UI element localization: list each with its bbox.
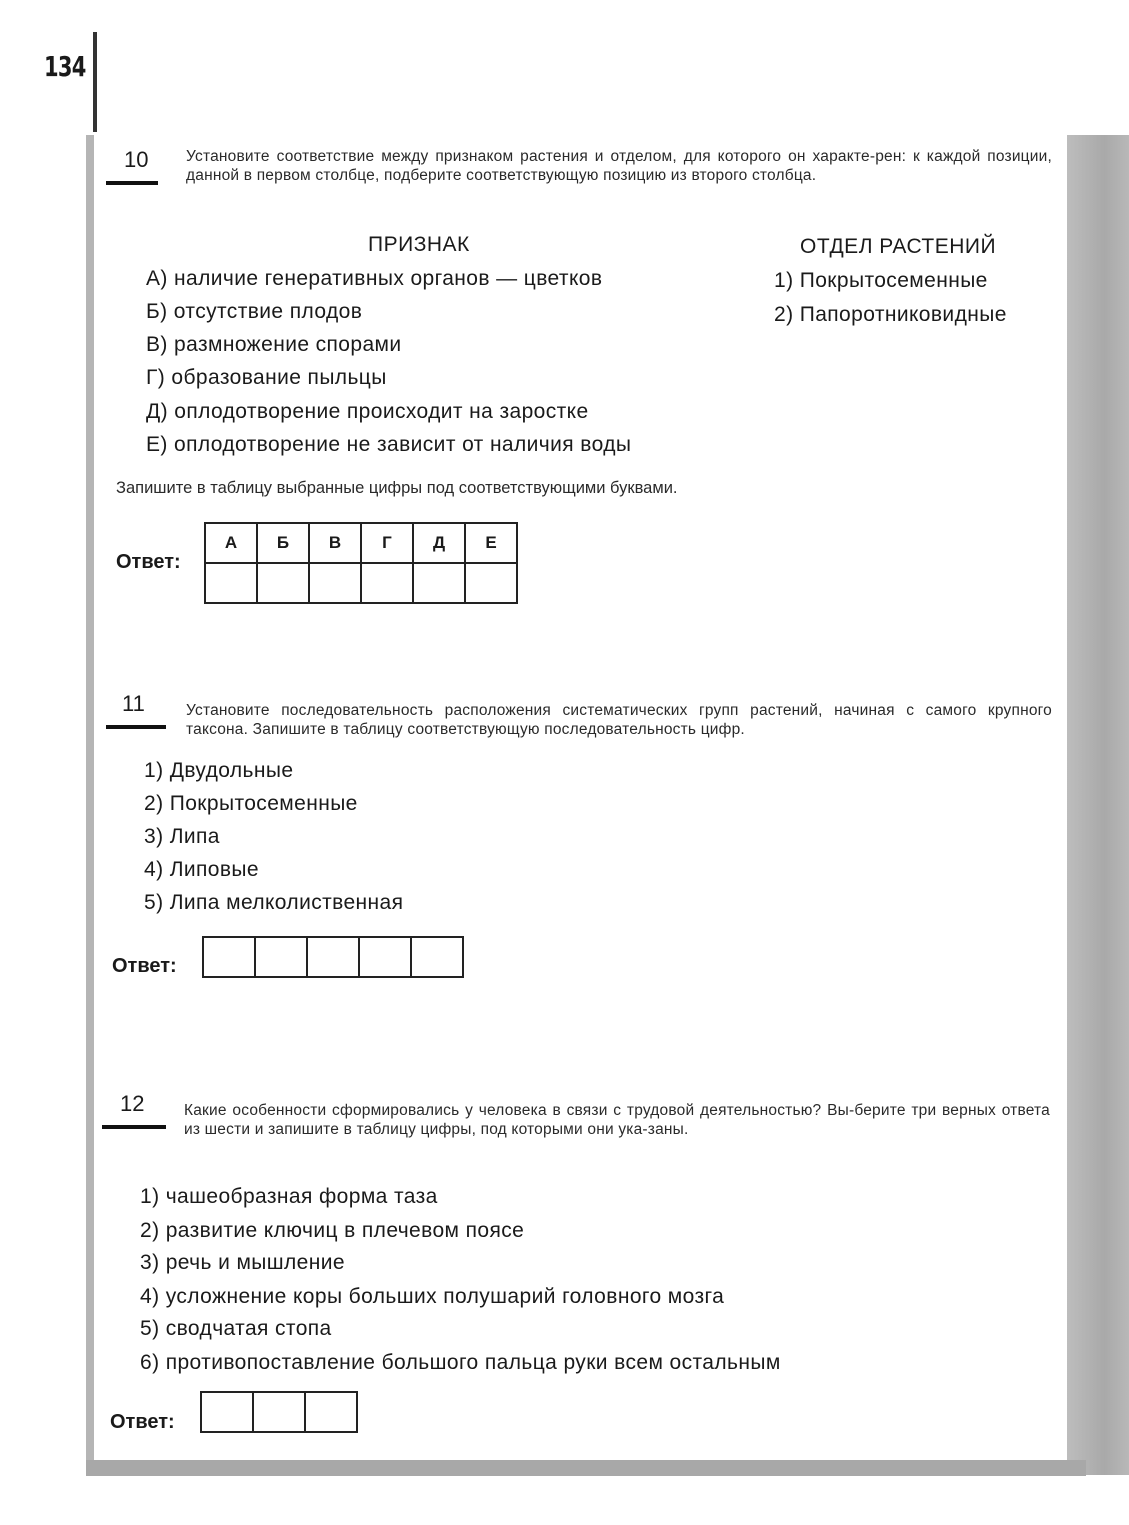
task-number-underline	[106, 181, 158, 185]
task-number: 10	[124, 147, 149, 172]
answer-cell[interactable]	[307, 937, 359, 977]
page-margin-rule	[93, 32, 97, 132]
answer-cell[interactable]	[257, 563, 309, 603]
instruction-text: Запишите в таблицу выбранные цифры под соответствующими буквами.	[116, 479, 678, 497]
task-number-underline	[106, 725, 166, 729]
task-number: 11	[122, 691, 145, 716]
answer-cell[interactable]	[361, 563, 413, 603]
page-number: 134	[44, 50, 86, 83]
answer-header-cell: Е	[465, 523, 517, 563]
feature-item: Е) оплодотворение не зависит от наличия воды	[146, 433, 632, 456]
list-item: 4) усложнение коры больших полушарий головного мозга	[140, 1285, 725, 1308]
list-item: 5) Липа мелколиственная	[144, 891, 404, 914]
page-content	[94, 135, 1067, 1460]
answer-cell[interactable]	[305, 1392, 357, 1432]
task-number-underline	[102, 1125, 166, 1129]
answer-cell[interactable]	[201, 1392, 253, 1432]
list-item: 4) Липовые	[144, 858, 259, 881]
task-number: 12	[120, 1091, 145, 1116]
column-header-divisions: ОТДЕЛ РАСТЕНИЙ	[800, 235, 997, 258]
list-item: 2) развитие ключиц в плечевом поясе	[140, 1219, 525, 1242]
list-item: 1) чашеобразная форма таза	[140, 1185, 438, 1208]
feature-item: Б) отсутствие плодов	[146, 300, 363, 323]
list-item: 3) Липа	[144, 825, 220, 848]
answer-cell[interactable]	[465, 563, 517, 603]
answer-label: Ответ:	[112, 955, 177, 977]
feature-item: Д) оплодотворение происходит на заростке	[146, 400, 589, 423]
answer-table	[200, 1391, 358, 1433]
feature-item: В) размножение спорами	[146, 333, 402, 356]
feature-item: Г) образование пыльцы	[146, 366, 387, 389]
page-shadow-right	[1067, 135, 1129, 1475]
column-header-features: ПРИЗНАК	[368, 233, 470, 256]
list-item: 6) противопоставление большого пальца руки всем остальным	[140, 1351, 781, 1374]
list-item: 1) Двудольные	[144, 759, 294, 782]
answer-cell[interactable]	[359, 937, 411, 977]
answer-cell[interactable]	[203, 937, 255, 977]
division-item: 1) Покрытосеменные	[774, 269, 988, 292]
list-item: 2) Покрытосеменные	[144, 792, 358, 815]
list-item: 5) сводчатая стопа	[140, 1317, 332, 1340]
answer-cell[interactable]	[253, 1392, 305, 1432]
division-item: 2) Папоротниковидные	[774, 303, 1007, 326]
answer-table	[202, 936, 464, 978]
answer-cell[interactable]	[411, 937, 463, 977]
answer-header-cell: Б	[257, 523, 309, 563]
answer-cell[interactable]	[309, 563, 361, 603]
task-text: Установите соответствие между признаком растения и отделом, для которого он характе-рен: к каждой позиции, данной в первом столбце, подберите соответствующую позицию из второго столбца.	[186, 148, 1052, 184]
answer-cell[interactable]	[205, 563, 257, 603]
answer-header-cell: В	[309, 523, 361, 563]
answer-header-cell: Д	[413, 523, 465, 563]
page-shadow-bottom	[86, 1460, 1086, 1476]
answer-table	[204, 522, 518, 604]
feature-item: А) наличие генеративных органов — цветков	[146, 267, 603, 290]
task-text: Какие особенности сформировались у человека в связи с трудовой деятельностью? Вы-берите три верных ответа из шести и запишите в таблицу цифры, под которыми они ука-заны.	[184, 1102, 1050, 1138]
task-text: Установите последовательность расположения систематических групп растений, начиная с самого крупного таксона. Запишите в таблицу соответствующую последовательность цифр.	[186, 702, 1052, 738]
answer-label: Ответ:	[110, 1411, 175, 1433]
answer-cell[interactable]	[413, 563, 465, 603]
answer-header-cell: Г	[361, 523, 413, 563]
answer-cell[interactable]	[255, 937, 307, 977]
answer-header-cell: А	[205, 523, 257, 563]
answer-label: Ответ:	[116, 551, 181, 573]
list-item: 3) речь и мышление	[140, 1251, 345, 1274]
page-shadow-left	[86, 135, 94, 1475]
